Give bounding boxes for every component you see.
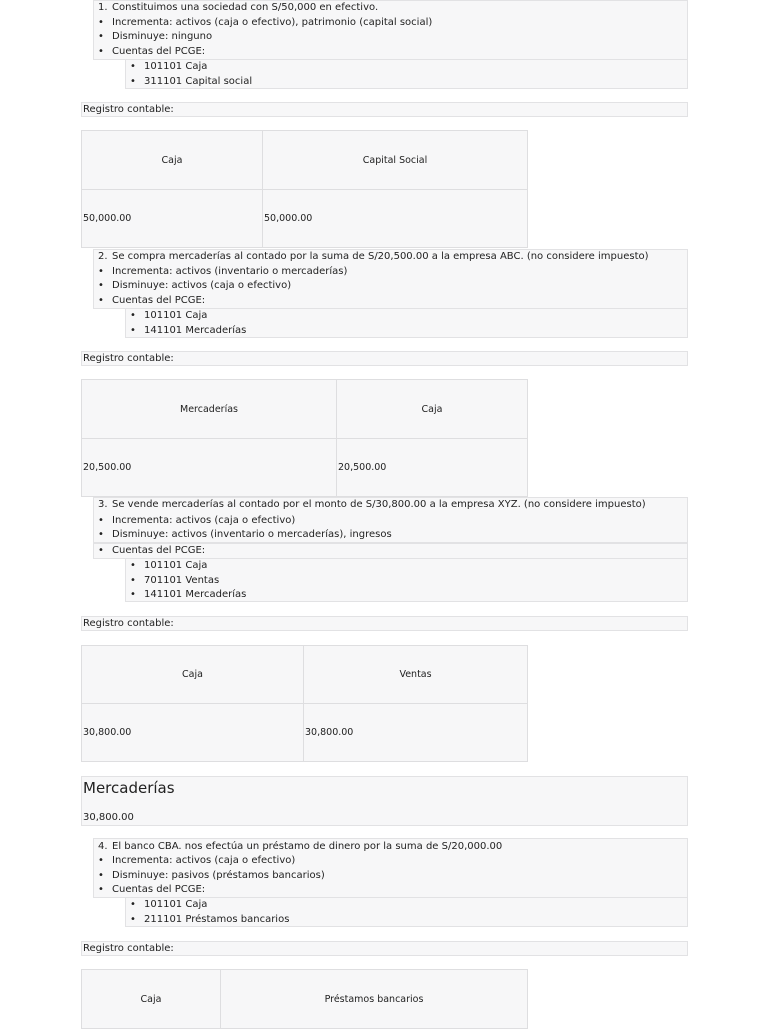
bullet: • — [98, 46, 104, 57]
table-header: Caja — [81, 969, 221, 1029]
accounts-label: Cuentas del PCGE: — [112, 46, 206, 57]
account-item: 101101 Caja — [144, 560, 208, 571]
bullet: • — [130, 310, 136, 321]
bullet: • — [98, 280, 104, 291]
increase-text: Incrementa: activos (caja o efectivo), patrimonio (capital social) — [112, 17, 433, 28]
bullet: • — [98, 529, 104, 540]
register-label: Registro contable: — [81, 616, 688, 631]
bullet: • — [130, 61, 136, 72]
section-2-title: Se compra mercaderías al contado por la suma de S/20,500.00 a la empresa ABC. (no considere impuesto) — [112, 251, 649, 262]
bullet: • — [98, 870, 104, 881]
section-1-description — [93, 0, 688, 60]
bullet: • — [130, 589, 136, 600]
table-cell: 30,800.00 — [81, 703, 304, 762]
decrease-text: Disminuye: activos (inventario o mercaderías), ingresos — [112, 529, 392, 540]
register-label: Registro contable: — [81, 351, 688, 366]
account-item: 211101 Préstamos bancarios — [144, 914, 290, 925]
section-2-accounts — [125, 308, 688, 338]
extra-heading: Mercaderías — [83, 779, 175, 797]
decrease-text: Disminuye: pasivos (préstamos bancarios) — [112, 870, 325, 881]
accounts-label: Cuentas del PCGE: — [112, 545, 206, 556]
list-number: 4. — [98, 841, 108, 852]
bullet: • — [130, 560, 136, 571]
bullet: • — [130, 575, 136, 586]
section-3-description — [93, 497, 688, 543]
increase-text: Incrementa: activos (caja o efectivo) — [112, 515, 296, 526]
extra-amount: 30,800.00 — [83, 812, 134, 823]
account-item: 701101 Ventas — [144, 575, 220, 586]
accounts-label: Cuentas del PCGE: — [112, 295, 206, 306]
section-4-accounts — [125, 897, 688, 927]
account-item: 311101 Capital social — [144, 76, 253, 87]
section-3-accounts-label — [93, 543, 688, 559]
bullet: • — [98, 855, 104, 866]
extra-entry — [81, 776, 688, 826]
bullet: • — [98, 884, 104, 895]
account-item: 141101 Mercaderías — [144, 325, 247, 336]
register-label: Registro contable: — [81, 941, 688, 956]
table-header: Mercaderías — [81, 379, 337, 439]
list-number: 2. — [98, 251, 108, 262]
table-cell: 50,000.00 — [81, 189, 263, 248]
decrease-text: Disminuye: ninguno — [112, 31, 213, 42]
section-3-accounts — [125, 558, 688, 602]
bullet: • — [130, 325, 136, 336]
account-item: 141101 Mercaderías — [144, 589, 247, 600]
bullet: • — [98, 515, 104, 526]
accounts-label: Cuentas del PCGE: — [112, 884, 206, 895]
account-item: 101101 Caja — [144, 61, 208, 72]
section-1-title: Constituimos una sociedad con S/50,000 en efectivo. — [112, 2, 379, 13]
account-item: 101101 Caja — [144, 310, 208, 321]
table-cell: 50,000.00 — [262, 189, 528, 248]
increase-text: Incrementa: activos (inventario o mercaderías) — [112, 266, 348, 277]
table-header: Préstamos bancarios — [220, 969, 528, 1029]
table-header: Caja — [336, 379, 528, 439]
bullet: • — [130, 899, 136, 910]
table-header: Capital Social — [262, 130, 528, 190]
section-4-title: El banco CBA. nos efectúa un préstamo de dinero por la suma de S/20,000.00 — [112, 841, 503, 852]
account-item: 101101 Caja — [144, 899, 208, 910]
table-cell: 20,500.00 — [81, 438, 337, 497]
increase-text: Incrementa: activos (caja o efectivo) — [112, 855, 296, 866]
table-header: Caja — [81, 645, 304, 704]
bullet: • — [130, 914, 136, 925]
bullet: • — [98, 295, 104, 306]
bullet: • — [98, 545, 104, 556]
table-header: Caja — [81, 130, 263, 190]
table-cell: 20,500.00 — [336, 438, 528, 497]
table-header: Ventas — [303, 645, 528, 704]
section-1-accounts — [125, 59, 688, 89]
table-cell: 30,800.00 — [303, 703, 528, 762]
section-4-description — [93, 838, 688, 898]
list-number: 1. — [98, 2, 108, 13]
section-3-title: Se vende mercaderías al contado por el monto de S/30,800.00 a la empresa XYZ. (no considere impuesto) — [112, 499, 646, 510]
list-number: 3. — [98, 499, 108, 510]
decrease-text: Disminuye: activos (caja o efectivo) — [112, 280, 292, 291]
section-2-description — [93, 249, 688, 309]
bullet: • — [98, 17, 104, 28]
bullet: • — [98, 31, 104, 42]
bullet: • — [98, 266, 104, 277]
bullet: • — [130, 76, 136, 87]
register-label: Registro contable: — [81, 102, 688, 117]
